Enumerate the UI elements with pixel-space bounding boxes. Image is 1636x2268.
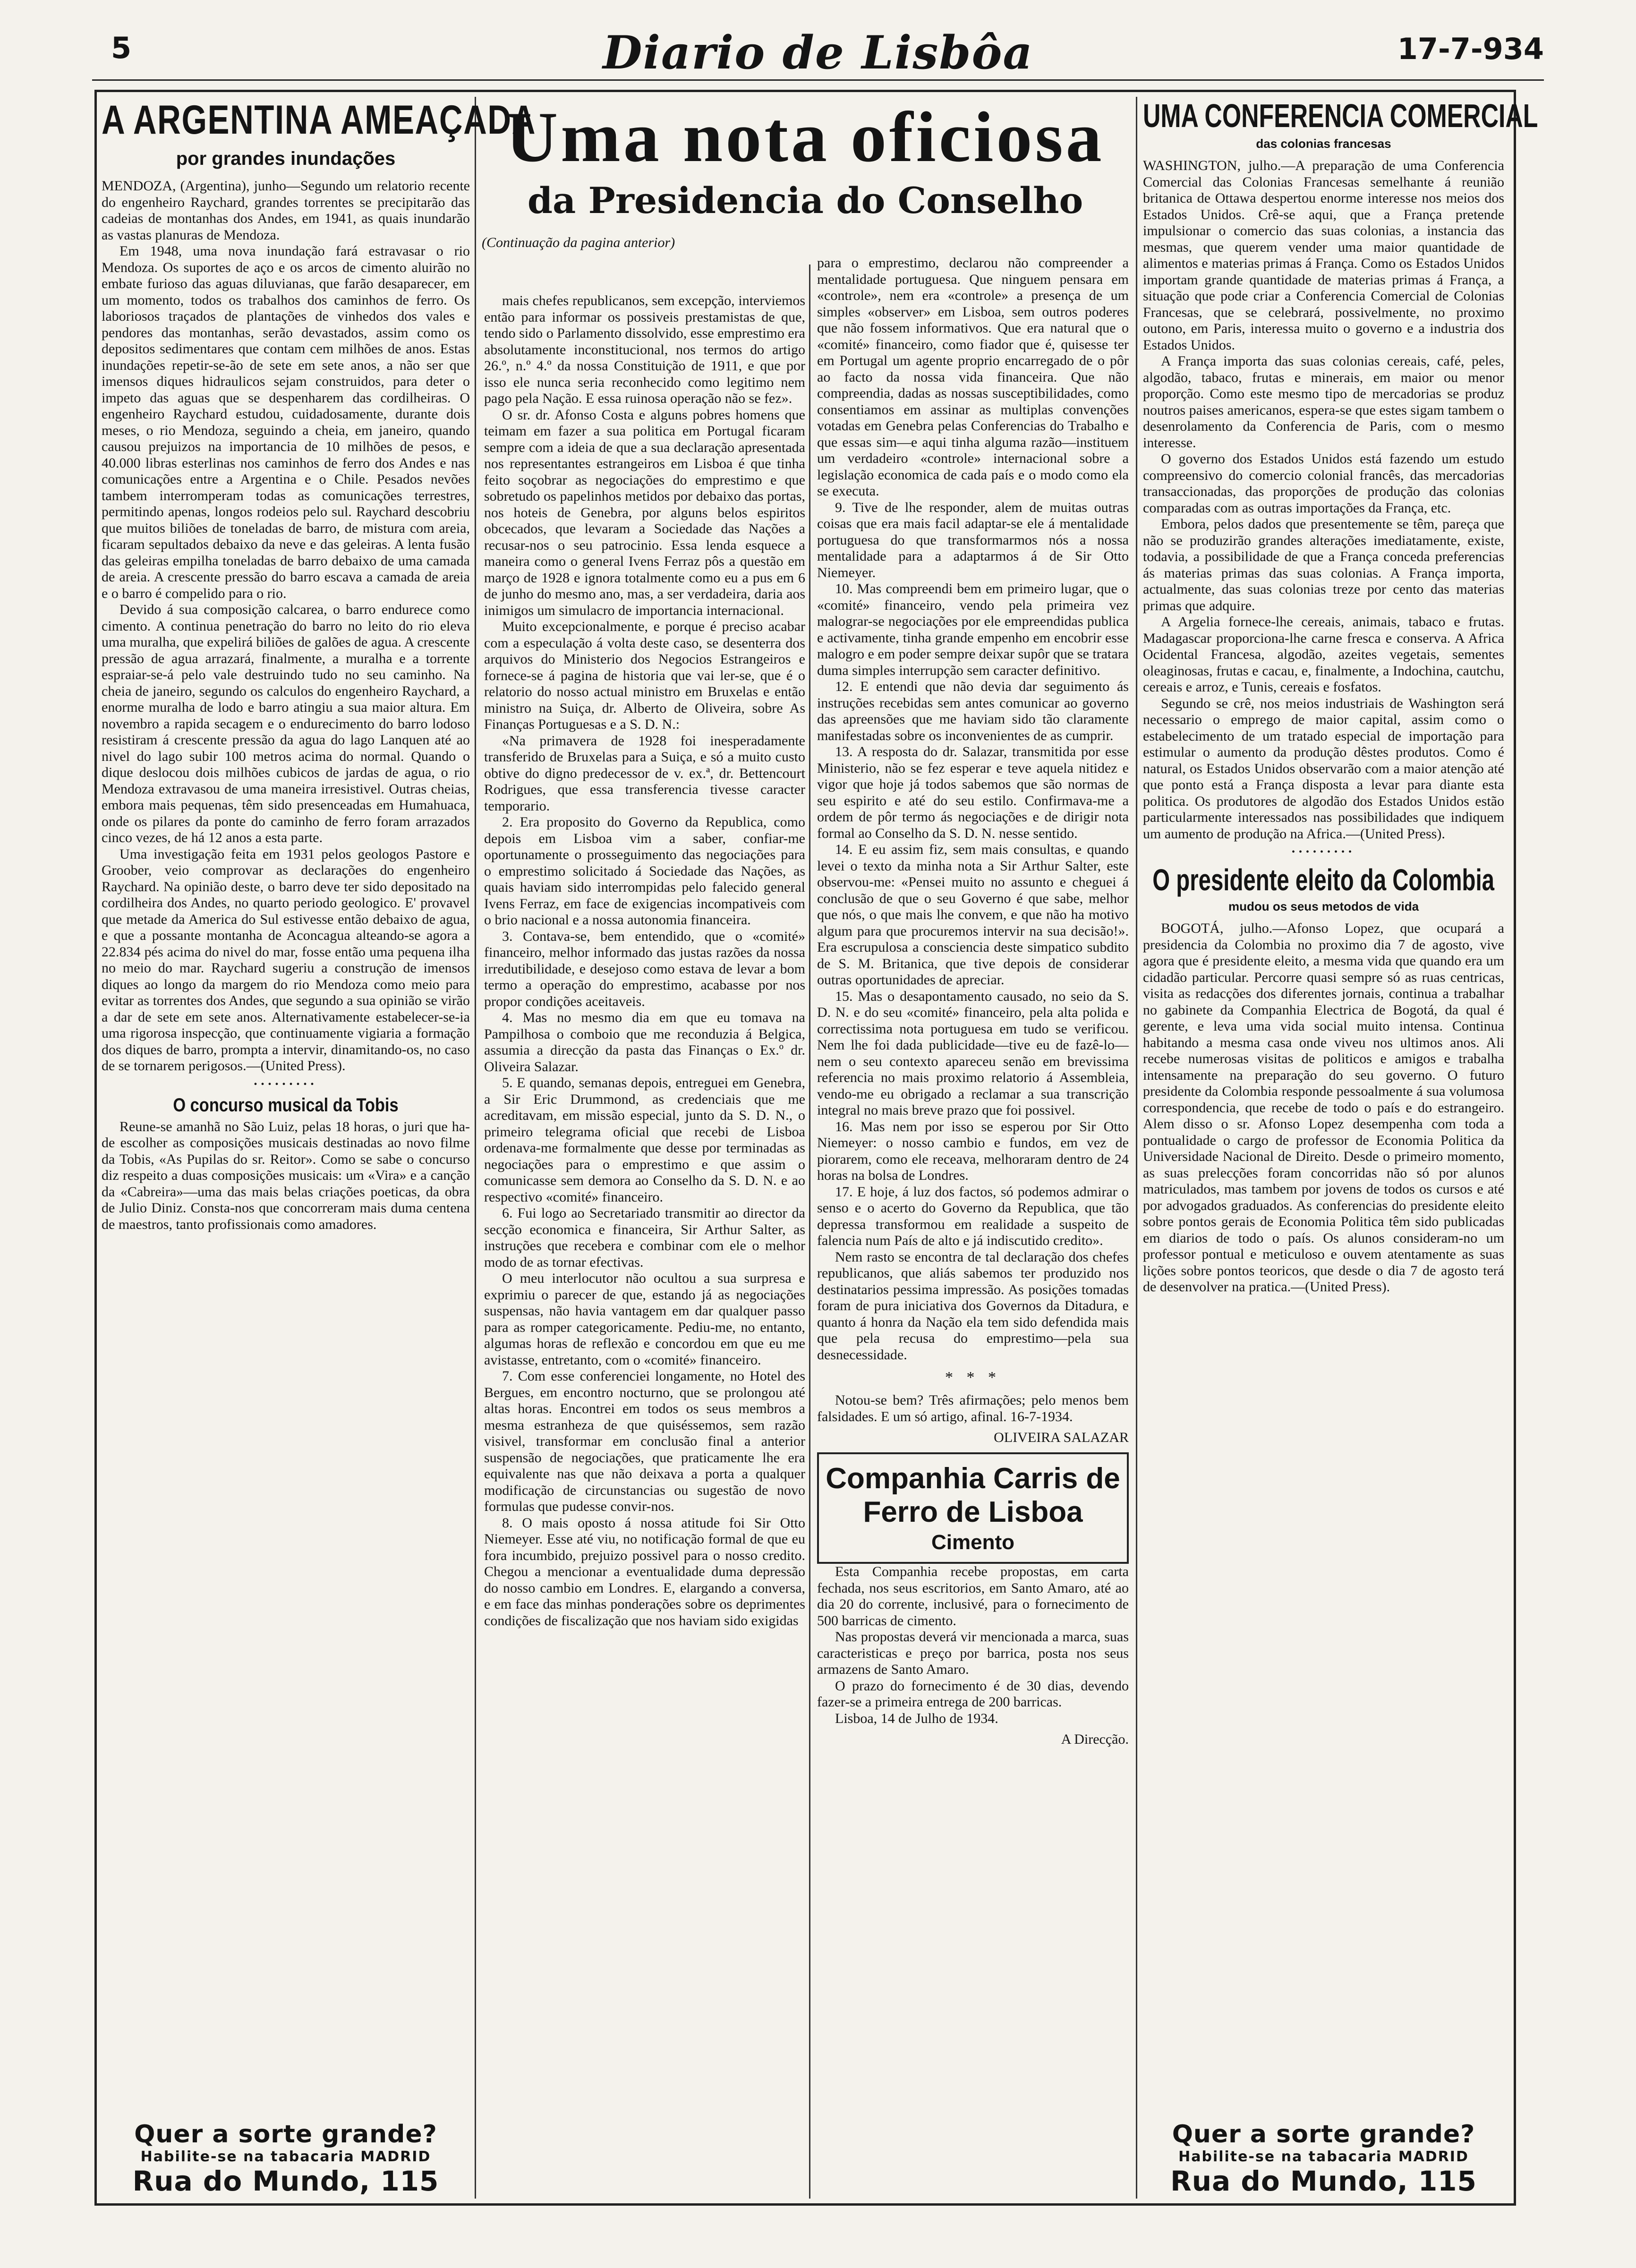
- paragraph: O prazo do fornecimento é de 30 dias, devendo fazer-se a primeira entrega de 200 barricas.: [817, 1678, 1129, 1710]
- paragraph: 16. Mas nem por isso se esperou por Sir Otto Niemeyer: o nosso cambio e fundos, em vez de piorarem, como ele receava, melhoraram dentro de 24 horas na bolsa de Londres.: [817, 1118, 1129, 1183]
- advertisement: [1143, 2120, 1504, 2197]
- headline-tobis: O concurso musical da Tobis: [173, 1094, 399, 1116]
- paragraph: Nem rasto se encontra de tal declaração dos chefes republicanos, que aliás sabemos ter produzido nos destinatarios pessima impressão. As posições tomadas foram de pura iniciativa dos Governos da Ditadura, e quanto á honra da Nação ela tem sido defendida mais que pela recusa do emprestimo—pela sua desnecessidade.: [817, 1249, 1129, 1363]
- newspaper-title: Diario de Lisbôa: [603, 26, 1033, 79]
- page-number: 5: [111, 31, 132, 65]
- signature: OLIVEIRA SALAZAR: [994, 1430, 1129, 1445]
- paragraph: Reune-se amanhã no São Luiz, pelas 18 horas, o juri que ha-de escolher as composições musicais destinadas ao novo filme da Tobis, «As Pupilas do sr. Reitor». Como se sabe o concurso diz respeito a duas composições musicais: um «Vira» e a canção da «Cabreira»—uma das mais belas criações poeticas, da obra de Julio Diniz. Consta-nos que concorreram mais duma centena de maestros, tanto profissionais como amadores.: [102, 1118, 470, 1232]
- carris-title: Companhia Carris de Ferro de Lisboa: [826, 1462, 1120, 1528]
- paragraph: Notou-se bem? Três afirmações; pelo menos bem falsidades. E um só artigo, afinal. 16-7-1934.: [817, 1392, 1129, 1424]
- paragraph: Uma investigação feita em 1931 pelos geologos Pastore e Groober, veio comprovar as declarações do engenheiro Raychard. Na opinião deste, o barro deve ter sido depositado na cordilheira dos Andes, no quarto periodo geologico. E' provavel que metade da America do Sul estivesse então debaixo de agua, e que a possante montanha de Aconcagua alteando-se agora a 22.834 pés acima do nivel do mar, fosse então uma pequena ilha no meio do mar. Raychard sugeriu a construção de imensos diques ao longo da margem do rio Mendoza como meio para evitar as torrentes dos Andes, que segundo a sua opinião se virão a dar de sete em sete anos. Alternativamente estabelecer-se-ia uma rigorosa inspecção, que continuamente vigiaria a formação dos diques de barro, prompta a intervir, dinamitando-os, no caso de se tornarem perigosos.—(United Press).: [102, 846, 470, 1074]
- paragraph: 10. Mas compreendi bem em primeiro lugar, que o «comité» financeiro, vendo pela primeira vez malograr-se negociações por ele empreendidas publica e activamente, tinha grande empenho em encobrir esse malogro e em poder sempre deixar supôr que se tratara duma simples interrupção sem caracter definitivo.: [817, 581, 1129, 678]
- deck-nota: da Presidencia do Conselho: [527, 179, 1083, 222]
- paragraph: para o emprestimo, declarou não compreender a mentalidade portuguesa. Que ninguem pensara em «controle», nem era «controle» a presença de um simples «observer» em Lisboa, sem outros poderes que não fossem informativos. Que era natural que o «comité» financeiro, como fiador que é, quisesse ter em Portugal um agente proprio encarregado de o pôr ao facto da nossa vida financeira. Que não compreendia, dadas as nossas susceptibilidades, como consentiamos em assinar as multiplas convenções votadas em Genebra pelas Conferencias do Trabalho e que essas sim—e aqui tinha alguma razão—instituem um verdadeiro «controle» internacional sobre a legislação economica de cada país e o modo como ela se executa.: [817, 255, 1129, 499]
- nota-headline-block: [472, 97, 1138, 251]
- paragraph: Muito excepcionalmente, e porque é preciso acabar com a especulação á volta deste caso, se desenterra dos arquivos do Ministerio dos Negocios Estrangeiros e fornece-se á pagina de historia que vai ler-se, que é o relatorio do nosso actual ministro em Bruxelas e então ministro na Suiça, dr. Alberto de Oliveira, sobre As Finanças Portuguesas e a S. D. N.:: [484, 619, 805, 732]
- paragraph: 13. A resposta do dr. Salazar, transmitida por esse Ministerio, não se fez esperar e teve aquela nitidez e vigor que hoje já todos sabemos que são normas de seu espirito e até do seu estilo. Confirmava-me a ordem de pôr termo ás negociações e de dirigir nota formal ao Conselho da S. D. N. nesse sentido.: [817, 744, 1129, 841]
- paragraph: 4. Mas no mesmo dia em que eu tomava na Pampilhosa o comboio que me reconduzia á Belgica, assumia a direcção da pasta das Finanças o Ex.º dr. Oliveira Salazar.: [484, 1010, 805, 1074]
- continuation-note: (Continuação da pagina anterior): [482, 235, 675, 250]
- paragraph: 7. Com esse conferenciei longamente, no Hotel des Bergues, em encontro nocturno, que se prolongou até altas horas. Encontrei em todos os seus membros a mesma estranheza de que quiséssemos, sem razão visivel, transformar em conclusão final a anterior suspensão de negociações, que praticamente lhe era equivalente nas que não deixava a porta a qualquer modificação de circunstancias ou sugestão de novo formulas que pudesse convir-nos.: [484, 1368, 805, 1514]
- headline-nota: Uma nota oficiosa: [506, 97, 1105, 177]
- masthead: [92, 26, 1544, 78]
- paragraph: Em 1948, uma nova inundação fará estravasar o rio Mendoza. Os suportes de aço e os arcos de cimento aluirão no embate furioso das aguas diluvianas, que farão desaparecer, em um momento, todos os trabalhos dos caminhos de ferro. Os laboriosos traçados de plantações de vinhedos dos vales e pendores das montanhas, serão devastados, assim como os depositos sedimentares que contam cem milhões de anos. Estas inundações repetir-se-ão de sete em sete anos, a não ser que imensos diques hidraulicos sejam construidos, para deter o impeto das aguas que se despenharem das cordilheiras. O engenheiro Raychard estudou, cuidadosamente, durante dois meses, o rio Mendoza, seguindo a cheia, em janeiro, quando causou prejuizos na importancia de 10 milhões de pesos, e 40.000 libras esterlinas nos caminhos de ferro dos Andes e nas comunicações entre a Argentina e o Chile. Pesados nevões tambem interromperam todas as comunicações terrestres, permitindo apenas, longos rodeios pelo sul. Raychard descobriu que muitos biliões de toneladas de barro, de mistura com areia, ficaram sepultados debaixo da neve e das geleiras. A lenta fusão das geleiras empilha toneladas de barro debaixo de uma camada de areia. A crescente pressão do barro escava a camada de areia e o barro é compelido para o rio.: [102, 243, 470, 601]
- paragraph: O governo dos Estados Unidos está fazendo um estudo compreensivo do comercio colonial francês, das mercadorias transaccionadas, das proporções de produção das colonias comparadas com as outras importações da França, etc.: [1143, 451, 1504, 516]
- paragraph: O meu interlocutor não ocultou a sua surpresa e exprimiu o parecer de que, estando já as negociações suspensas, não havia vantagem em dar qualquer passo para as romper categoricamente. Pediu-me, no entanto, algumas horas de reflexão e concordou em que eu me avistasse, entretanto, com o «comité» financeiro.: [484, 1270, 805, 1368]
- section-stars: * * *: [945, 1369, 1001, 1386]
- paragraph: 15. Mas o desapontamento causado, no seio da S. D. N. e do seu «comité» financeiro, pela alta polida e correctissima nota portuguesa em tudo se verificou. Nem lhe foi dada publicidade—tive eu de fazê-lo—nem o seu contexto apareceu senão em brevissima referencia no mais proximo relatorio á Assembleia, vendo-me eu obrigado a reclamar a sua transcrição integral no mais breve prazo que foi possivel.: [817, 988, 1129, 1118]
- ad-line: Habilite-se na tabacaria MADRID: [140, 2149, 431, 2165]
- paragraph: 8. O mais oposto á nossa atitude foi Sir Otto Niemeyer. Esse até viu, no notificação formal de que eu fora incumbido, prejuizo possivel para o nosso credito. Chegou a mencionar a eventualidade duma depressão do nosso cambio em Londres. E, elargando a conversa, e em face das minhas ponderações sobre os deprimentes condições de fiscalização que nos haviam sido exigidas: [484, 1515, 805, 1629]
- divider: •••••••••: [254, 1079, 318, 1090]
- column-rule: [809, 264, 810, 2199]
- subhead-argentina: por grandes inundações: [176, 148, 396, 169]
- subhead-colombia: mudou os seus metodos de vida: [1228, 899, 1419, 913]
- paragraph: Embora, pelos dados que presentemente se têm, pareça que não se produzirão grandes alterações imediatamente, existe, todavia, a possibilidade de que a França conceda preferencias ás materias primas das suas colonias. A França importa, actualmente, das suas colonias treze por cento das materias primas que adquire.: [1143, 516, 1504, 614]
- headline-conferencia: UMA CONFERENCIA COMERCIAL: [1143, 97, 1538, 134]
- paragraph: Segundo se crê, nos meios industriais de Washington será necessario o emprego de maior capital, assim como o estabelecimento de um tratado especial de importação para estimular o aumento da produção dêstes produtos. Como é natural, os Estados Unidos observarão com a maior atenção até que ponto está a França disposta a levar para diante esta politica. Os produtores de algodão dos Estados Unidos estão particularmente interessados nas possibilidades que indiquem um aumento de produção na Africa.—(United Press).: [1143, 695, 1504, 842]
- paragraph: A França importa das suas colonias cereais, café, peles, algodão, tabaco, frutas e minerais, em maior ou menor proporção. Como este mesmo tipo de mercadorias se produz noutros paises americanos, espera-se que estes sigam tambem o desenrolamento da Conferencia de Paris, com o mesmo interesse.: [1143, 353, 1504, 451]
- issue-date: 17-7-934: [1397, 32, 1544, 66]
- carris-subtitle: Cimento: [931, 1531, 1014, 1554]
- paragraph: 17. E hoje, á luz dos factos, só podemos admirar o senso e o acerto do Governo da Republica, que tão depressa transformou em realidade a suspeito de falencia num País de alto e já indiscutido credito».: [817, 1184, 1129, 1248]
- headline-argentina: A ARGENTINA AMEAÇADA: [102, 97, 536, 143]
- paragraph: Esta Companhia recebe propostas, em carta fechada, nos seus escritorios, em Santo Amaro, até ao dia 20 do corrente, inclusivé, para o fornecimento de 500 barricas de cimento.: [817, 1564, 1129, 1629]
- column-nota-1: [484, 293, 805, 2197]
- paragraph: 9. Tive de lhe responder, alem de muitas outras coisas que era mais facil adaptar-se ele á mentalidade portuguesa do que transformarmos nós a nossa mentalidade para a adaptarmos á de Sir Otto Niemeyer.: [817, 499, 1129, 580]
- paragraph: 14. E eu assim fiz, sem mais consultas, e quando levei o texto da minha nota a Sir Arthur Salter, este observou-me: «Pensei muito no assunto e cheguei á conclusão de que o seu Governo é que sabe, melhor que nós, o que mais lhe convem, e que não ha motivo algum para que procuremos intervir na sua decisão!». Era escrupulosa a consciencia deste simpatico subdito de S. M. Britanica, que tive depois de considerar outras oportunidades de apreciar.: [817, 842, 1129, 988]
- ad-line: Quer a sorte grande?: [134, 2120, 437, 2149]
- ad-line: Rua do Mundo, 115: [132, 2165, 439, 2197]
- carris-notice: [817, 1452, 1129, 1564]
- paragraph: Nas propostas deverá vir mencionada a marca, suas caracteristicas e preço por barrica, posta nos seus armazens de Santo Amaro.: [817, 1629, 1129, 1677]
- column-rule: [475, 97, 476, 2199]
- paragraph: «Na primavera de 1928 foi inesperadamente transferido de Bruxelas para a Suiça, e só a muito custo obtive do digno predecessor de v. ex.ª, dr. Bettencourt Rodrigues, que essa transferencia tivesse caracter temporario.: [484, 733, 805, 814]
- headline-colombia: O presidente eleito da Colombia: [1152, 863, 1494, 897]
- paragraph: Devido á sua composição calcarea, o barro endurece como cimento. A continua penetração do barro no leito do rio eleva uma muralha, que expelirá biliões de galões de agua. A crescente pressão de agua arrazará, finalmente, a muralha e a torrente espraiar-se-á pelo vale destruindo tudo no seu caminho. Na cheia de janeiro, segundo os calculos do engenheiro Raychard, a enorme muralha de lodo e barro atingiu a sua maior altura. Em novembro a rapida secagem e o endurecimento do barro lodoso resistiram á crescente pressão da agua do lago Lanquen até ao nivel do lago subir 100 metros acima do normal. Quando o dique deslocou dois milhões cubicos de jardas de agua, o rio Mendoza extravasou de uma maneira irresistivel. Outras cheias, embora mais pequenas, têm sido presenceadas em Humahuaca, onde os pilares da ponte do caminho de ferro foram arrazados cinco vezes, de há 12 anos a esta parte.: [102, 602, 470, 845]
- column-nota-2: [817, 255, 1129, 2197]
- advertisement: [102, 2120, 470, 2197]
- paragraph: 3. Contava-se, bem entendido, que o «comité» financeiro, melhor informado das justas razões da nossa irredutibilidade, e desejoso como estava de levar a bom termo a operação do emprestimo, acabasse por nos propor condições aceitaveis.: [484, 928, 805, 1009]
- ad-line: Quer a sorte grande?: [1172, 2120, 1475, 2149]
- divider: •••••••••: [1291, 847, 1356, 857]
- column-argentina: [102, 97, 536, 2197]
- paragraph: A Argelia fornece-lhe cereais, animais, tabaco e frutas. Madagascar proporciona-lhe carne fresca e conserva. A Africa Ocidental Francesa, algodão, azeites vegetais, sementes oleaginosas, frutas e cacau, e, finalmente, a Indochina, cautchu, cereais e arroz, e Tunis, cereais e fosfatos.: [1143, 614, 1504, 695]
- subhead-conferencia: das colonias francesas: [1256, 136, 1391, 151]
- ad-line: Habilite-se na tabacaria MADRID: [1178, 2149, 1469, 2165]
- column-right: [1143, 97, 1538, 2197]
- paragraph: O sr. dr. Afonso Costa e alguns pobres homens que teimam em fazer a sua politica em Portugal ficaram sempre com a ideia de que a sua declaração apresentada nos representantes estrangeiros em Lisboa é que tinha feito soçobrar as negociações do emprestimo e que sobretudo os papelinhos metidos por debaixo das portas, nos hoteis de Genebra, por alguns belos espiritos obcecados, que levaram a Sociedade das Nações a recusar-nos o seu patrocinio. Essa lenda esquece a maneira como o general Ivens Ferraz pôs a questão em março de 1928 e ignora totalmente como eu a pus em 6 de junho do mesmo ano, mas, a ser verdadeira, daria aos inimigos um simulacro de importancia internacional.: [484, 407, 805, 618]
- paragraph: 5. E quando, semanas depois, entreguei em Genebra, a Sir Eric Drummond, as credenciais que me acreditavam, em missão especial, junto da S. D. N., o primeiro telegrama oficial que recebi de Lisboa ordenava-me formalmente que desse por terminadas as negociações para o emprestimo e que assim o comunicasse sem demora ao Conselho da S. D. N. e ao respectivo «comité» financeiro.: [484, 1075, 805, 1205]
- ad-line: Rua do Mundo, 115: [1170, 2165, 1477, 2197]
- column-rule: [1136, 97, 1137, 2199]
- paragraph: BOGOTÁ, julho.—Afonso Lopez, que ocupará a presidencia da Colombia no proximo dia 7 de agosto, vive agora que é presidente eleito, a mesma vida que quando era um cidadão particular. Percorre quasi sempre só as ruas centricas, visita as redacções dos diferentes jornais, continua a trabalhar no gabinete da Companhia Electrica de Bogotá, da qual é gerente, e leva uma vida social muito intensa. Continua habitando a mesma casa onde viveu nos ultimos anos. Ali recebe numerosas visitas de politicos e amigos e trabalha intensamente na preparação do seu governo. O futuro presidente da Colombia responde pessoalmente á sua volumosa correspondencia, que recebe de todo o país e do estrangeiro. Alem disso o sr. Afonso Lopez desempenha com toda a pontualidade o cargo de professor de Economia Politica da Universidade Nacional de Direito. Desde o primeiro momento, as suas prelecções foram concorridas não só por alunos matriculados, mas tambem por jovens de todos os cursos e até por advogados graduados. As conferencias do presidente eleito sobre pontos gerais de Economia Politica têm sido publicadas em diarios de todo o país. Os alunos consideram-no um professor pontual e meticuloso e ouvem atentamente as suas lições sobre pontos teoricos, que desde o dia 7 de agosto terá de desenvolver na pratica.—(United Press).: [1143, 921, 1504, 1295]
- paragraph: 6. Fui logo ao Secretariado transmitir ao director da secção economica e financeira, Sir Arthur Salter, as instruções que recebera e combinar com ele o melhor modo de as tornar efectivas.: [484, 1205, 805, 1270]
- paragraph: mais chefes republicanos, sem excepção, interviemos então para informar os possiveis prestamistas de que, tendo sido o Parlamento dissolvido, esse emprestimo era absolutamente inconstitucional, nos termos do artigo 26.º, n.º 4.º da nossa Constituição de 1911, e que por isso ele nunca seria reconhecido como legitimo nem pago pela Nação. E essa ruinosa operação não se fez».: [484, 293, 805, 406]
- paragraph: WASHINGTON, julho.—A preparação de uma Conferencia Comercial das Colonias Francesas semelhante á reunião britanica de Ottawa despertou enorme interesse nos meios dos Estados Unidos. Crê-se aqui, que a França pretende impulsionar o comercio das suas colonias, a instancia das mesmas, que querem vender uma maior quantidade de alimentos e materias primas á França. Como os Estados Unidos importam grande quantidade de materias primas á França, a situação que pode criar a Conferencia Comercial de Colonias Francesas, que se celebrará, possivelmente, no proximo outono, em Paris, interessa muito o governo e a industria dos Estados Unidos.: [1143, 158, 1504, 353]
- header-rule: [92, 79, 1544, 81]
- carris-signoff: A Direcção.: [1061, 1731, 1129, 1747]
- paragraph: 2. Era proposito do Governo da Republica, como depois em Lisboa vim a saber, confiar-me oportunamente o prosseguimento das negociações para o emprestimo solicitado á Sociedade das Nações, as quais haviam sido interrompidas pelo falecido general Ivens Ferraz, em face de exigencias incompativeis com o brio nacional e a nossa autonomia financeira.: [484, 814, 805, 928]
- paragraph: 12. E entendi que não devia dar seguimento ás instruções recebidas sem antes comunicar ao governo das apreensões que me haviam sido tão claramente manifestadas sobre os inconvenientes de as cumprir.: [817, 679, 1129, 743]
- paragraph: MENDOZA, (Argentina), junho—Segundo um relatorio recente do engenheiro Raychard, grandes torrentes se precipitarão das cadeias de montanhas dos Andes, em 1941, as quais inundarão as vastas planuras de Mendoza.: [102, 178, 470, 243]
- paragraph: Lisboa, 14 de Julho de 1934.: [835, 1710, 998, 1726]
